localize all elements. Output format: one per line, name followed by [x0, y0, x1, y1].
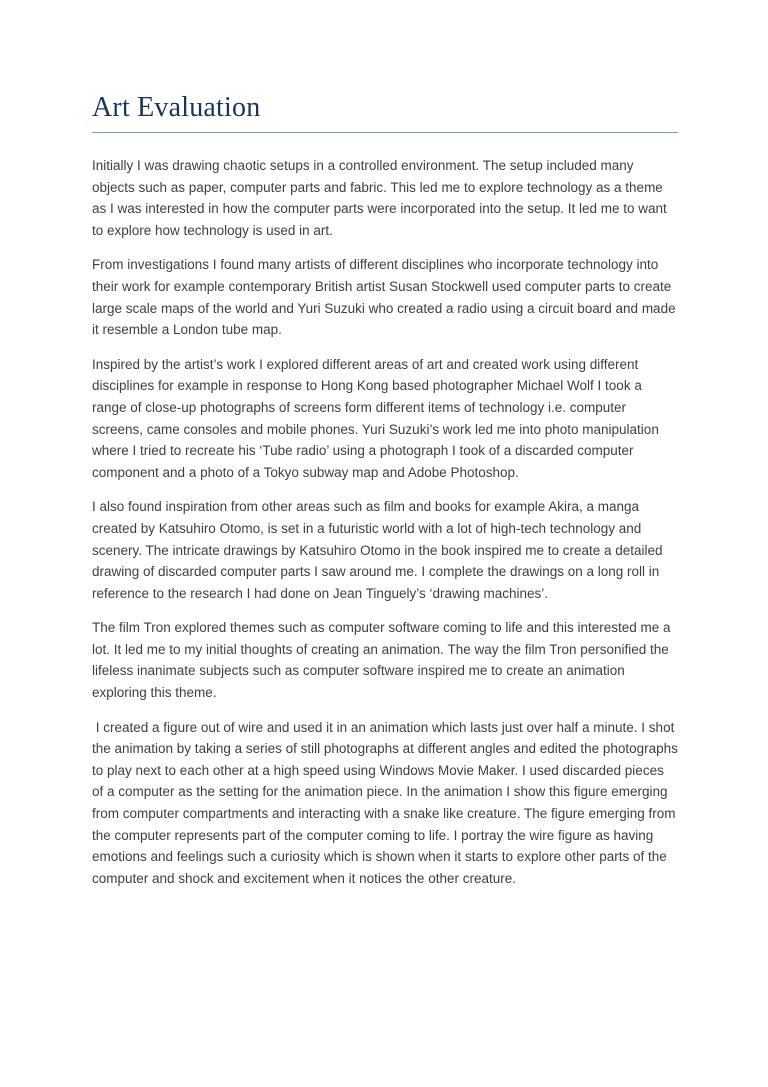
- paragraph: Inspired by the artist’s work I explored different areas of art and created work using different disciplines for example in response to Hong Kong based photographer Michael Wolf I took a range of close-up photographs of screens form different items of technology i.e. computer screens, came consoles and mobile phones. Yuri Suzuki’s work led me into photo manipulation where I tried to recreate his ‘Tube radio’ using a photograph I took of a discarded computer component and a photo of a Tokyo subway map and Adobe Photoshop.: [92, 356, 663, 480]
- document-title: Art Evaluation: [92, 92, 678, 133]
- paragraph: I also found inspiration from other areas such as film and books for example Akira, a manga created by Katsuhiro Otomo, is set in a futuristic world with a lot of high-tech technology and scenery. The intricate drawings by Katsuhiro Otomo in the book inspired me to create a detailed drawing of discarded computer parts I saw around me. I complete the drawings on a long roll in reference to the research I had done on Jean Tinguely’s ‘drawing machines’.: [92, 499, 667, 601]
- paragraph: Initially I was drawing chaotic setups in a controlled environment. The setup included many objects such as paper, computer parts and fabric. This led me to explore technology as a theme as I was interested in how the computer parts were incorporated into the setup. It led me to want to explore how technology is used in art.: [92, 158, 671, 238]
- paragraph: The film Tron explored themes such as computer software coming to life and this interested me a lot. It led me to my initial thoughts of creating an animation. The way the film Tron personified the lifeless inanimate subjects such as computer software inspired me to create an animation exploring this theme.: [92, 620, 675, 701]
- paragraph: I created a figure out of wire and used it in an animation which lasts just over half a minute. I shot the animation by taking a series of still photographs at different angles and edited the photographs to play next to each other at a high speed using Windows Movie Maker. I used discarded pieces of a computer as the setting for the animation piece. In the animation I show this figure emerging from computer compartments and interacting with a snake like creature. The figure emerging from the computer represents part of the computer coming to life. I portray the wire figure as having emotions and feelings such a curiosity which is shown when it starts to explore other parts of the computer and shock and excitement when it notices the other creature.: [92, 719, 682, 886]
- document-body: [92, 155, 682, 889]
- paragraph: From investigations I found many artists of different disciplines who incorporate technology into their work for example contemporary British artist Susan Stockwell used computer parts to create large scale maps of the world and Yuri Suzuki who created a radio using a circuit board and made it resemble a London tube map.: [92, 257, 680, 338]
